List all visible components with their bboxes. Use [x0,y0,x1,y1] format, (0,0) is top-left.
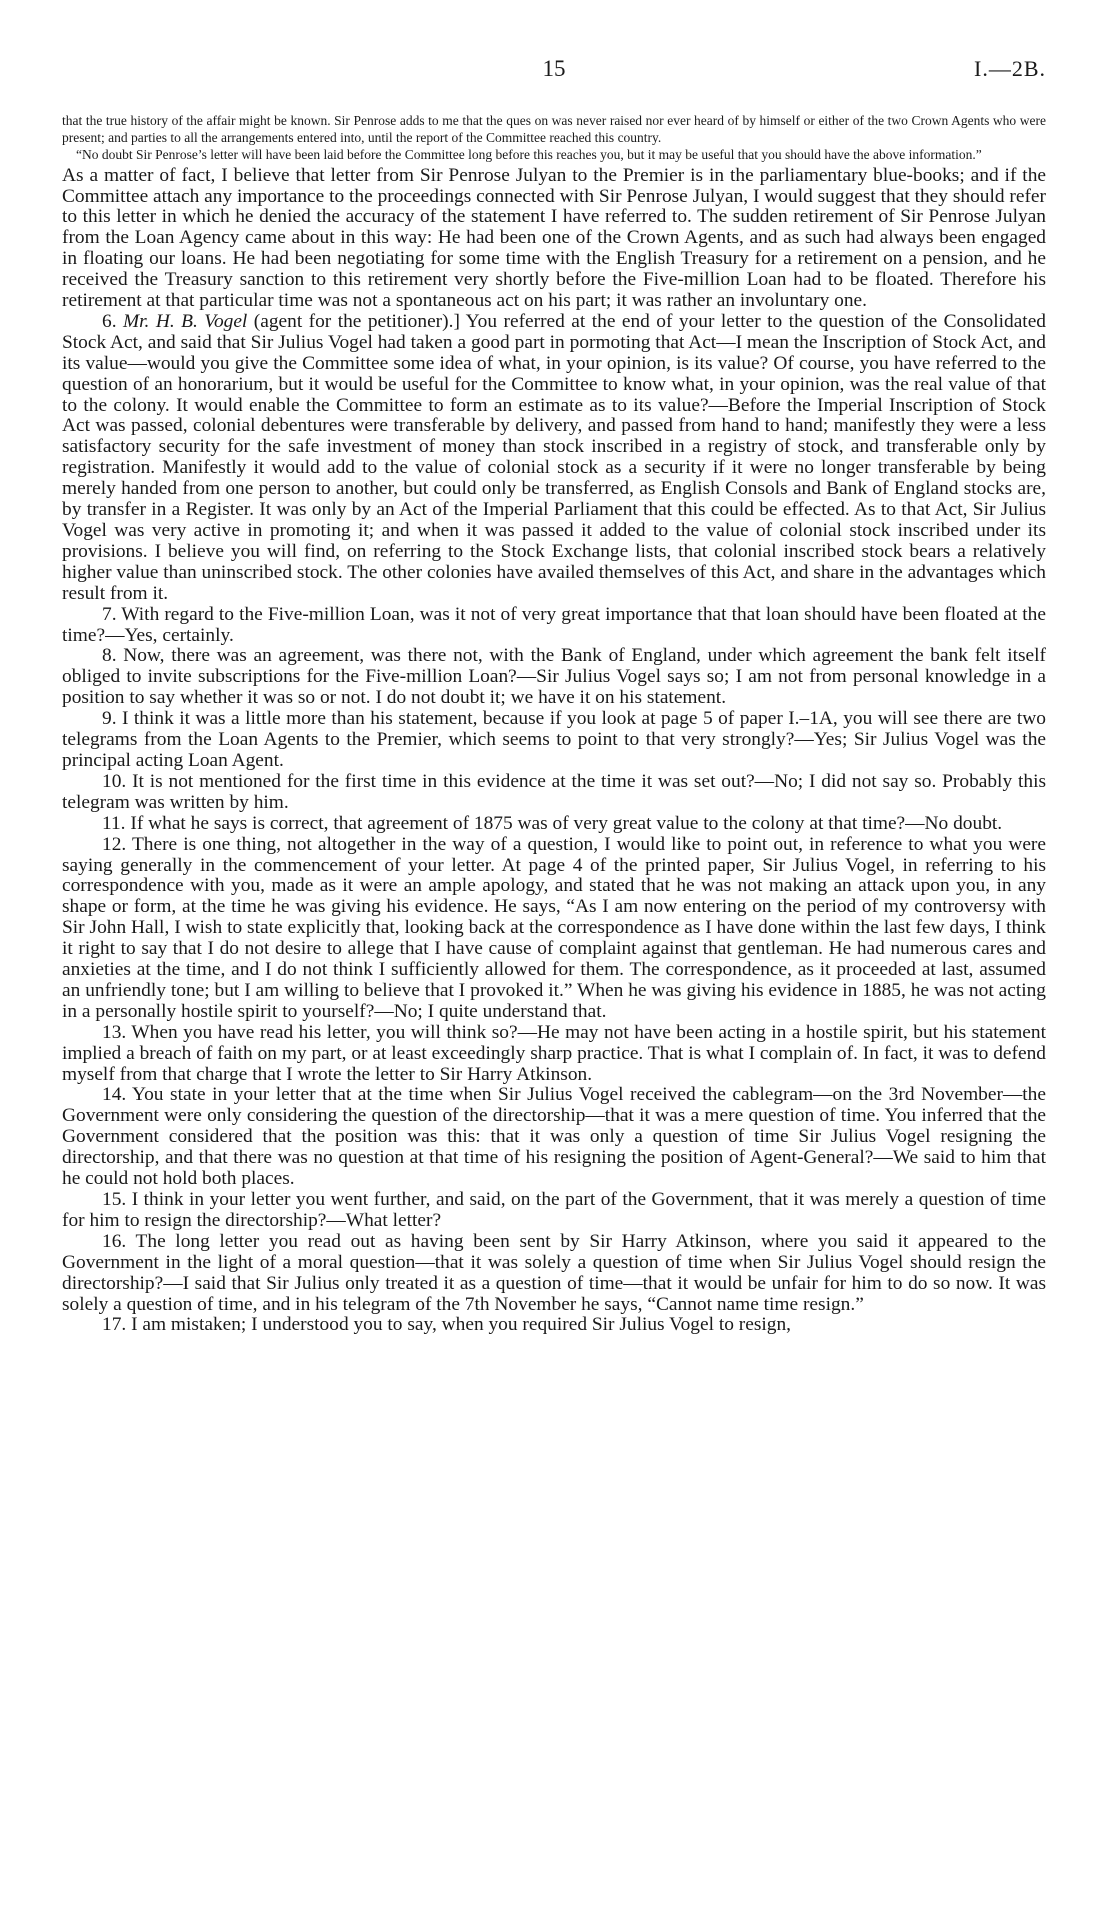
page-header [62,56,1046,92]
question-paragraph: 12. There is one thing, not altogether in the way of a question, I would like to point out, in reference to what you were saying generally in the commencement of your letter. At page 4 of the printed paper, Sir Julius Vogel, in referring to his correspondence with you, made as it were an ample apology, and stated that he was not making an attack upon you, in any shape or form, at the time he was giving his evidence. He says, “As I am now entering on the period of my controversy with Sir John Hall, I wish to state explicitly that, looking back at the correspondence as I have done within the last few days, I think it right to say that I do not desire to allege that I have cause of complaint against that gentleman. He had numerous cares and anxieties at the time, and I do not think I sufficiently allowed for them. The correspondence, as it proceeded at last, assumed an unfriendly tone; but I am willing to believe that I provoked it.” When he was giving his evidence in 1885, he was not acting in a personally hostile spirit to yourself?—No; I quite understand that. [62,833,1046,1022]
question-paragraph: 10. It is not mentioned for the first time in this evidence at the time it was set out?—No; I did not say so. Probably this telegram was written by him. [62,770,1046,813]
question-paragraph: 13. When you have read his letter, you will think so?—He may not have been acting in a hostile spirit, but his statement implied a breach of faith on my part, or at least exceedingly sharp practice. That is what I complain of. In fact, it was to defend myself from that charge that I wrote the letter to Sir Harry Atkinson. [62,1021,1046,1085]
question-text: (agent for the petitioner).] You referred at the end of your letter to the question of the Consolidated Stock Act, and said that Sir Julius Vogel had taken a good part in pormoting that Act—I mean the Inscription of Stock Act, and its value—would you give the Committee some idea of what, in your opinion, is its value? Of course, you have referred to the question of an honorarium, but it would be useful for the Committee to know what, in your opinion, was the real value of that to the colony. It would enable the Committee to form an estimate as to its value?—Before the Imperial Inscription of Stock Act was passed, colonial debentures were transferable by delivery, and passed from hand to hand; manifestly they were a less satisfactory security for the safe investment of money than stock inscribed in a registry of stock, and transferable only by registration. Manifestly it would add to the value of colonial stock as a security if it were no longer transferable by being merely handed from one person to another, but could only be transferred, as English Consols and Bank of England stocks are, by transfer in a Register. It was only by an Act of the Imperial Parliament that this could be effected. As to that Act, Sir Julius Vogel was very active in promoting it; and when it was passed it added to the value of colonial stock inscribed under its provisions. I believe you will find, on referring to the Stock Exchange lists, that colonial inscribed stock bears a relatively higher value than uninscribed stock. The other colonies have availed themselves of this Act, and share in the advantages which result from it. [62,310,1046,604]
question-paragraph: 7. With regard to the Five-million Loan, was it not of very great importance that that loan should have been floated at the time?—Yes, certainly. [62,603,1046,646]
question-paragraph: 9. I think it was a little more than his statement, because if you look at page 5 of paper I.–1A, you will see there are two telegrams from the Loan Agents to the Premier, which seems to point to that very strongly?—Yes; Sir Julius Vogel was the principal acting Loan Agent. [62,708,1046,771]
question-paragraph: 14. You state in your letter that at the time when Sir Julius Vogel received the cablegram—on the 3rd November—the Government were only considering the question of the directorship—that it was a mere question of time. You inferred that the Government considered that the position was this: that it was only a question of time Sir Julius Vogel resigning the directorship, and that there was no question at that time of his resigning the position of Agent-General?—We said to him that he could not hold both places. [62,1084,1046,1190]
page-number: 15 [542,56,566,81]
question-paragraph: 17. I am mistaken; I understood you to say, when you required Sir Julius Vogel to resign, [102,1314,791,1336]
quoted-letter-paragraph: “No doubt Sir Penrose’s letter will have been laid before the Committee long before this reaches you, but it may be useful that you should have the above information.” [76,147,982,163]
question-paragraph: 11. If what he says is correct, that agreement of 1875 was of very great value to the colony at that time?—No doubt. [102,812,1003,834]
question-paragraph: 8. Now, there was an agreement, was there not, with the Bank of England, under which agreement the bank felt itself obliged to invite subscriptions for the Five-million Loan?—Sir Julius Vogel says so; I am not from personal knowledge in a position to say whether it was so or not. I do not doubt it; we have it on his statement. [62,645,1046,709]
quoted-letter-paragraph: that the true history of the affair might be known. Sir Penrose adds to me that the ques on was never raised nor ever heard of by himself or either of the two Crown Agents who were present; and parties to all the arrangements entered into, until the report of the Committee reached this country. [62,113,1046,146]
document-reference: I.—2B. [974,56,1046,81]
question-number: 6. [102,310,123,332]
speaker-name: Mr. H. B. Vogel [122,310,248,332]
question-paragraph [62,312,1046,605]
page-content [62,112,1046,1336]
question-paragraph: 15. I think in your letter you went further, and said, on the part of the Government, that it was merely a question of time for him to resign the directorship?—What letter? [62,1189,1046,1231]
question-paragraph: 16. The long letter you read out as having been sent by Sir Harry Atkinson, where you said it appeared to the Government in the light of a moral question—that it was solely a question of time when Sir Julius Vogel should resign the directorship?—I said that Sir Julius only treated it as a question of time—that it would be unfair for him to do so now. It was solely a question of time, and in his telegram of the 7th November he says, “Cannot name time resign.” [62,1230,1046,1315]
body-paragraph: As a matter of fact, I believe that letter from Sir Penrose Julyan to the Premier is in the parliamentary blue-books; and if the Committee attach any importance to the proceedings connected with Sir Penrose Julyan, I would suggest that they should refer to this letter in which he denied the accuracy of the statement I have referred to. The sudden retirement of Sir Penrose Julyan from the Loan Agency came about in this way: He had been one of the Crown Agents, and as such had always been engaged in floating our loans. He had been negotiating for some time with the English Treasury for a retirement on a pension, and he received the Treasury sanction to this retirement very shortly before the Five-million Loan had to be floated. Therefore his retirement at that particular time was not a spontaneous act on his part; it was rather an involuntary one. [62,164,1046,312]
